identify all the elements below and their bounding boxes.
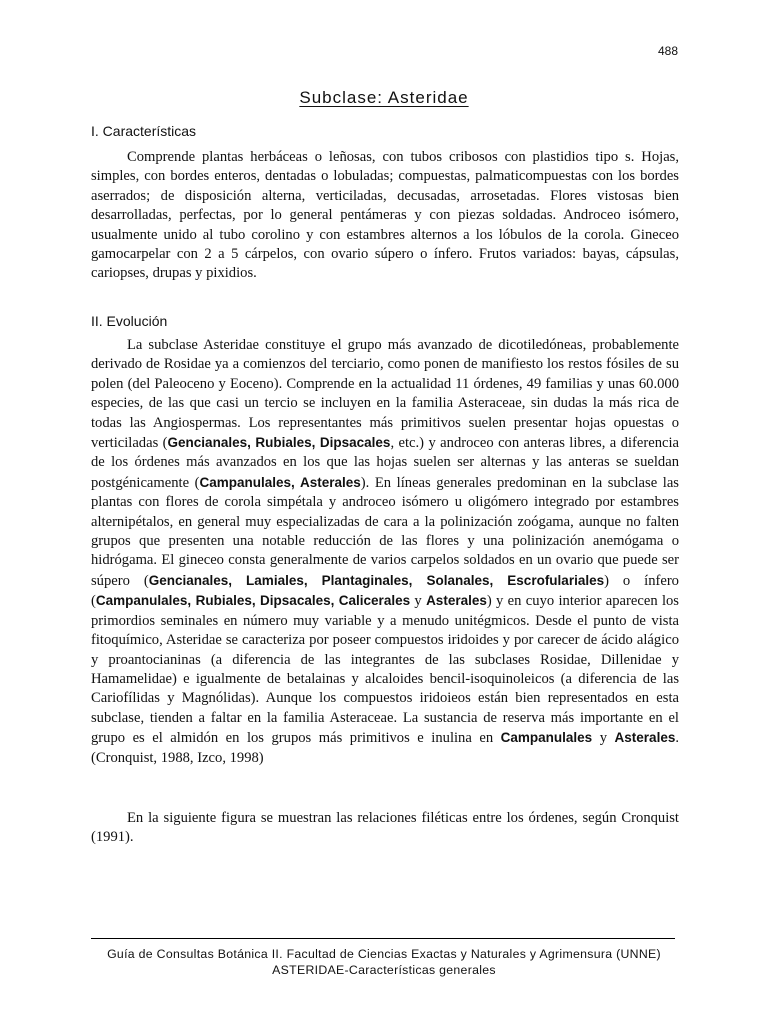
- footer-line-1: Guía de Consultas Botánica II. Facultad de Ciencias Exactas y Naturales y Agrimensura (UNNE): [107, 947, 661, 961]
- footer-line-2: ASTERIDAE-Características generales: [272, 963, 496, 977]
- order-names-bold: Gencianales, Lamiales, Plantaginales, Solanales, Escrofulariales: [148, 572, 605, 588]
- page-footer: [0, 946, 768, 978]
- order-names-bold: Campanulales, Asterales: [199, 474, 361, 490]
- paragraph-text: ) o ínfero (: [91, 572, 679, 610]
- paragraph-text: Comprende plantas herbáceas o leñosas, con tubos cribosos con plastidios tipo s. Hojas, simples, con bordes enteros, dentadas o lobuladas; compuestas, palmaticompuestas con los bordes aserrados; de disposición alterna, verticiladas, decusadas, arrosetadas. Flores vistosas bien desarrolladas, perfectas, por lo general pentámeras y con piezas soldadas. Androceo isómero, usualmente unido al tubo corolino y con estambres alternos a los lóbulos de la corola. Gineceo gamocarpelar con 2 a 5 cárpelos, con ovario súpero o ínfero. Frutos variados: bayas, cápsulas, cariopses, drupas y pixidios.: [91, 149, 679, 282]
- order-names-bold: Campanulales, Rubiales, Dipsacales, Calicerales: [95, 593, 411, 609]
- page-number: 488: [657, 44, 678, 58]
- page-title-text: Subclase: Asteridae: [299, 88, 469, 107]
- paragraph-evolucion: [91, 336, 679, 768]
- section-heading-evolucion: II. Evolución: [91, 313, 168, 329]
- order-names-bold: Asterales: [426, 593, 487, 609]
- paragraph-figura: [91, 809, 679, 848]
- page-title: [0, 88, 768, 108]
- paragraph-text: La subclase Asteridae constituye el grupo más avanzado de dicotiledóneas, probablemente derivado de Rosidae ya a comienzos del terciario, como ponen de manifiesto los restos fósiles de su polen (del Paleoceno y Eoceno). Comprende en la actualidad 11 órdenes, 49 familias y unas 60.000 especies, de las que casi un tercio se incluyen en la familia Asteraceae, sin dudas la más rica de todas las Angiospermas. Los representantes más primitivos suelen presentar hojas opuestas o verticiladas (: [91, 337, 679, 452]
- order-names-bold: Asterales: [614, 730, 676, 746]
- footer-divider: [91, 938, 675, 939]
- paragraph-text: y: [410, 593, 427, 610]
- paragraph-text: ). En líneas generales predominan en la subclase las plantas con flores de corola simpétala y androceo isómero u oligómero integrado por estambres alternipétalos, en general muy especializadas de cara a la polinización zoógama, aunque no falten grupos que presenten una notable reducción de las flores y una polinización anemógama o hidrógama. El gineceo consta generalmente de varios carpelos soldados en un ovario que puede ser súpero (: [91, 474, 679, 589]
- paragraph-text: y: [592, 730, 615, 747]
- paragraph-text: . (Cronquist, 1988, Izco, 1998): [91, 730, 679, 766]
- paragraph-caracteristicas: [91, 148, 679, 284]
- section-heading-caracteristicas: I. Características: [91, 123, 197, 139]
- paragraph-text: , etc.) y androceo con anteras libres, a diferencia de los órdenes más avanzados en los que las hojas suelen ser alternas y las anteras se sueldan postgénicamente (: [91, 435, 680, 491]
- paragraph-text: En la siguiente figura se muestran las relaciones filéticas entre los órdenes, según Cronquist (1991).: [91, 810, 679, 846]
- order-names-bold: Gencianales, Rubiales, Dipsacales: [167, 435, 391, 451]
- paragraph-text: ) y en cuyo interior aparecen los primordios seminales en número muy variable y a menudo unitégmicos. Desde el punto de vista fitoquímico, Asteridae se caracteriza por poseer compuestos iridoides y por carecer de ácido alágico y proantocianinas (a diferencia de las integrantes de las subclases Rosidae, Dillenidae y Hamamelidae) e igualmente de betalainas y alcaloides bencil-isoquinoleicos (a diferencia de las Cariofílidas y Magnólidas). Aunque los compuestos iridoieos están bien representados en esta subclase, tienden a faltar en la familia Asteraceae. La sustancia de reserva más importante en el grupo es el almidón en los grupos más primitivos e inulina en: [91, 593, 679, 747]
- order-names-bold: Campanulales: [500, 730, 593, 746]
